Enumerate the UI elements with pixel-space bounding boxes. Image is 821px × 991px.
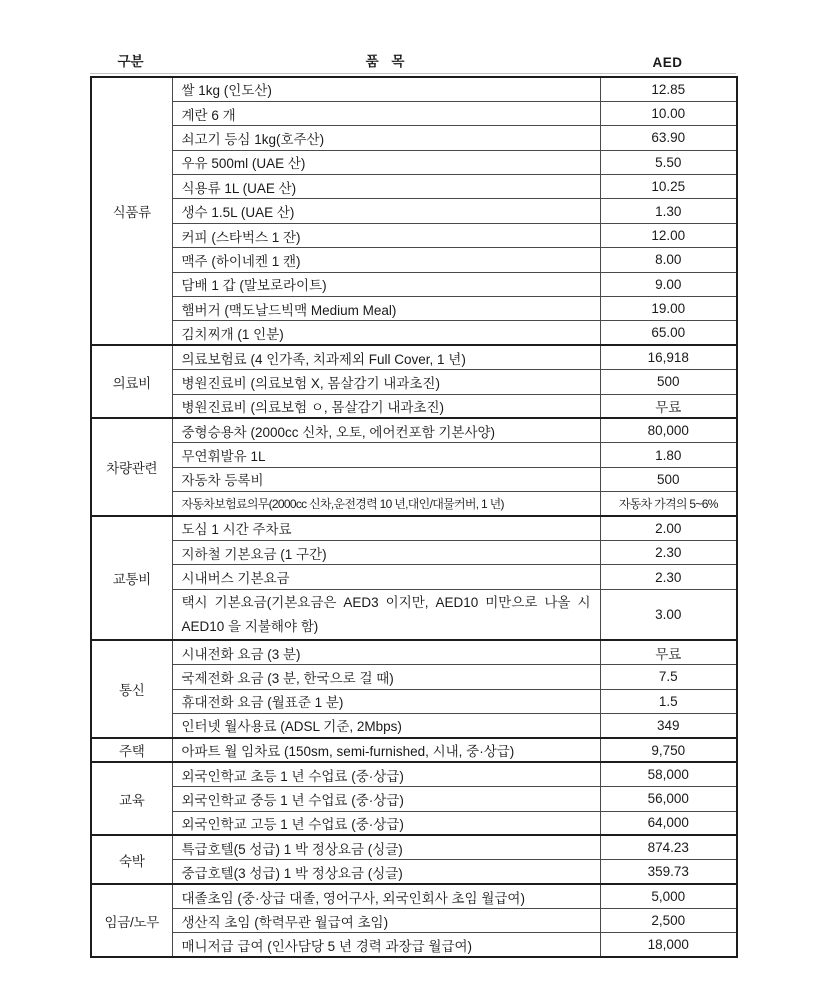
price-cell: 1.30 <box>600 199 737 223</box>
table-row <box>91 297 737 321</box>
price-table <box>90 76 738 958</box>
table-row <box>91 467 737 491</box>
table-row <box>91 589 737 640</box>
table-row <box>91 370 737 394</box>
item-cell: 무연휘발유 1L <box>172 443 600 467</box>
item-cell: 시내전화 요금 (3 분) <box>172 640 600 664</box>
price-cell: 500 <box>600 370 737 394</box>
item-cell: 택시 기본요금(기본요금은 AED3 이지만, AED10 미만으로 나올 시 AED10 을 지불해야 함) <box>172 589 600 640</box>
item-cell: 생산직 초임 (학력무관 월급여 초임) <box>172 909 600 933</box>
price-cell: 80,000 <box>600 418 737 442</box>
price-cell: 7.5 <box>600 665 737 689</box>
item-cell: 담배 1 갑 (말보로라이트) <box>172 272 600 296</box>
item-cell: 의료보험료 (4 인가족, 치과제외 Full Cover, 1 년) <box>172 345 600 369</box>
item-cell: 중급호텔(3 성급) 1 박 정상요금 (싱글) <box>172 860 600 884</box>
table-row <box>91 77 737 101</box>
price-cell: 56,000 <box>600 787 737 811</box>
item-cell: 매니저급 급여 (인사담당 5 년 경력 과장급 월급여) <box>172 933 600 957</box>
price-cell: 10.25 <box>600 175 737 199</box>
price-cell: 65.00 <box>600 321 737 345</box>
table-row <box>91 738 737 762</box>
table-row <box>91 492 737 516</box>
table-row <box>91 248 737 272</box>
item-cell: 외국인학교 중등 1 년 수업료 (중·상급) <box>172 787 600 811</box>
item-cell: 외국인학교 고등 1 년 수업료 (중·상급) <box>172 811 600 835</box>
price-cell: 19.00 <box>600 297 737 321</box>
price-table-container <box>90 53 736 958</box>
table-row <box>91 884 737 908</box>
table-row <box>91 418 737 442</box>
price-cell: 무료 <box>600 394 737 418</box>
table-row <box>91 565 737 589</box>
table-row <box>91 516 737 540</box>
table-row <box>91 835 737 859</box>
price-cell: 2.30 <box>600 540 737 564</box>
table-row <box>91 223 737 247</box>
item-cell: 김치찌개 (1 인분) <box>172 321 600 345</box>
price-cell: 2,500 <box>600 909 737 933</box>
category-cell: 임금/노무 <box>91 884 172 957</box>
table-row <box>91 394 737 418</box>
table-row <box>91 909 737 933</box>
item-cell: 병원진료비 (의료보험 ㅇ, 몸살감기 내과초진) <box>172 394 600 418</box>
price-cell: 3.00 <box>600 589 737 640</box>
price-cell: 64,000 <box>600 811 737 835</box>
price-cell: 2.30 <box>600 565 737 589</box>
price-cell: 9.00 <box>600 272 737 296</box>
table-row <box>91 787 737 811</box>
item-cell: 휴대전화 요금 (월표준 1 분) <box>172 689 600 713</box>
table-row <box>91 443 737 467</box>
price-cell: 8.00 <box>600 248 737 272</box>
price-cell: 359.73 <box>600 860 737 884</box>
item-cell: 계란 6 개 <box>172 101 600 125</box>
item-cell: 도심 1 시간 주차료 <box>172 516 600 540</box>
price-cell: 874.23 <box>600 835 737 859</box>
item-cell: 시내버스 기본요금 <box>172 565 600 589</box>
table-row <box>91 199 737 223</box>
item-cell: 자동차 등록비 <box>172 467 600 491</box>
category-cell: 교육 <box>91 762 172 835</box>
category-cell: 교통비 <box>91 516 172 640</box>
price-cell: 10.00 <box>600 101 737 125</box>
item-cell: 병원진료비 (의료보험 X, 몸살감기 내과초진) <box>172 370 600 394</box>
category-cell: 차량관련 <box>91 418 172 516</box>
category-cell: 통신 <box>91 640 172 738</box>
table-row <box>91 860 737 884</box>
table-row <box>91 345 737 369</box>
item-cell: 특급호텔(5 성급) 1 박 정상요금 (싱글) <box>172 835 600 859</box>
item-cell: 맥주 (하이네켄 1 캔) <box>172 248 600 272</box>
item-cell: 대졸초임 (중·상급 대졸, 영어구사, 외국인회사 초임 월급여) <box>172 884 600 908</box>
table-row <box>91 101 737 125</box>
table-row <box>91 933 737 957</box>
table-row <box>91 640 737 664</box>
price-cell: 2.00 <box>600 516 737 540</box>
category-cell: 식품류 <box>91 77 172 345</box>
price-cell: 5,000 <box>600 884 737 908</box>
table-row <box>91 811 737 835</box>
item-cell: 중형승용차 (2000cc 신차, 오토, 에어컨포함 기본사양) <box>172 418 600 442</box>
price-table-body <box>91 77 737 957</box>
item-cell: 아파트 월 임차료 (150sm, semi-furnished, 시내, 중·상급) <box>172 738 600 762</box>
item-cell: 지하철 기본요금 (1 구간) <box>172 540 600 564</box>
table-row <box>91 540 737 564</box>
price-cell: 500 <box>600 467 737 491</box>
category-cell: 숙박 <box>91 835 172 884</box>
item-cell: 우유 500ml (UAE 산) <box>172 150 600 174</box>
price-cell: 63.90 <box>600 126 737 150</box>
table-row <box>91 762 737 786</box>
item-cell: 쌀 1kg (인도산) <box>172 77 600 101</box>
header-item: 품 목 <box>365 54 405 69</box>
table-row <box>91 150 737 174</box>
price-cell: 58,000 <box>600 762 737 786</box>
price-cell: 1.5 <box>600 689 737 713</box>
item-cell: 햄버거 (맥도날드빅맥 Medium Meal) <box>172 297 600 321</box>
table-row <box>91 272 737 296</box>
table-header-row <box>90 53 736 74</box>
price-cell: 자동차 가격의 5~6% <box>600 492 737 516</box>
price-cell: 16,918 <box>600 345 737 369</box>
category-cell: 의료비 <box>91 345 172 418</box>
table-row <box>91 321 737 345</box>
price-cell: 18,000 <box>600 933 737 957</box>
table-row <box>91 713 737 737</box>
price-cell: 9,750 <box>600 738 737 762</box>
item-cell: 커피 (스타벅스 1 잔) <box>172 223 600 247</box>
item-cell: 자동차보험료의무(2000cc 신차,운전경력 10 년,대인/대물커버, 1 년) <box>172 492 600 516</box>
table-row <box>91 175 737 199</box>
table-row <box>91 689 737 713</box>
price-cell: 무료 <box>600 640 737 664</box>
item-cell: 쇠고기 등심 1kg(호주산) <box>172 126 600 150</box>
table-row <box>91 665 737 689</box>
item-cell: 외국인학교 초등 1 년 수업료 (중·상급) <box>172 762 600 786</box>
item-cell: 생수 1.5L (UAE 산) <box>172 199 600 223</box>
category-cell: 주택 <box>91 738 172 762</box>
price-cell: 5.50 <box>600 150 737 174</box>
item-cell: 식용류 1L (UAE 산) <box>172 175 600 199</box>
price-cell: 12.00 <box>600 223 737 247</box>
header-category: 구분 <box>117 54 144 69</box>
table-row <box>91 126 737 150</box>
price-cell: 349 <box>600 713 737 737</box>
price-cell: 12.85 <box>600 77 737 101</box>
item-cell: 인터넷 월사용료 (ADSL 기준, 2Mbps) <box>172 713 600 737</box>
item-cell: 국제전화 요금 (3 분, 한국으로 걸 때) <box>172 665 600 689</box>
price-cell: 1.80 <box>600 443 737 467</box>
header-price: AED <box>652 55 683 70</box>
